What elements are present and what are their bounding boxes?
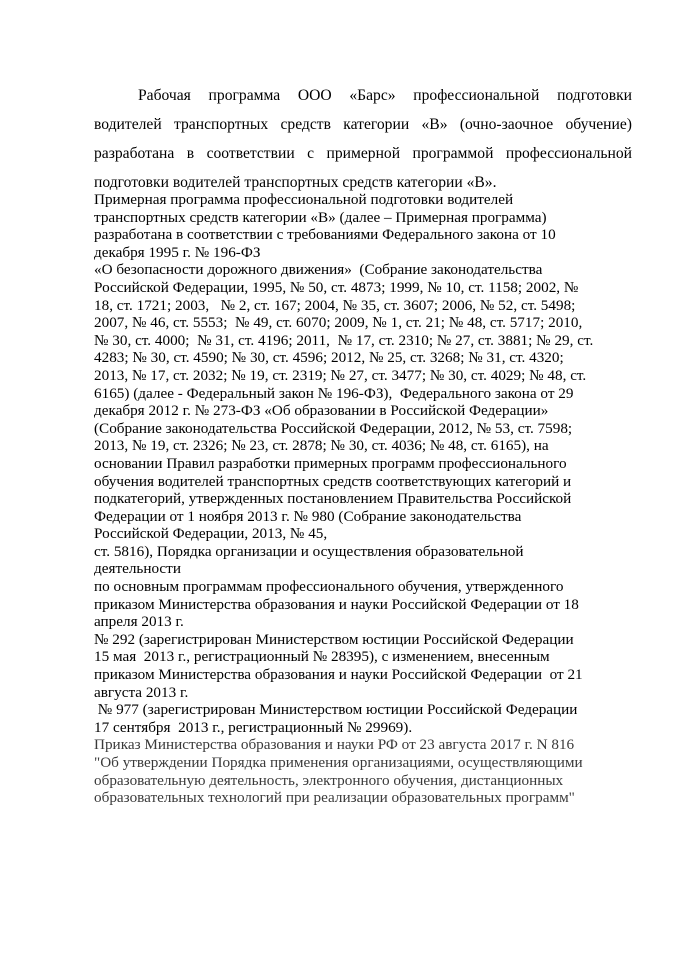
body-text-line: разработана в соответствии с требованиями Федерального закона от 10 <box>94 226 556 244</box>
body-text-block <box>94 191 654 807</box>
body-text-line: 18, ст. 1721; 2003, № 2, ст. 167; 2004, № 35, ст. 3607; 2006, № 52, ст. 5498; <box>94 296 576 314</box>
body-text-line: деятельности <box>94 560 181 578</box>
intro-paragraph: Рабочая программа ООО «Барс» профессиональной подготовки водителей транспортных средств категории «В» (очно-заочное обучение) разработана в соответствии с примерной программой профессиональной подготовки водителей транспортных средств категории «В». <box>94 87 632 191</box>
body-text-line: приказом Министерства образования и науки Российской Федерации от 21 <box>94 666 583 684</box>
body-text-line: апреля 2013 г. <box>94 613 184 631</box>
body-text-line: № 977 (зарегистрирован Министерством юстиции Российской Федерации <box>94 701 578 719</box>
body-text-line: Российской Федерации, 1995, № 50, ст. 4873; 1999, № 10, ст. 1158; 2002, № <box>94 278 579 296</box>
body-text-line: декабря 1995 г. № 196-ФЗ <box>94 243 261 261</box>
order-text-line: "Об утверждении Порядка применения организациями, осуществляющими <box>94 754 583 771</box>
body-text-line: № 292 (зарегистрирован Министерством юстиции Российской Федерации <box>94 630 574 648</box>
body-text-line: 6165) (далее - Федеральный закон № 196-ФЗ), Федерального закона от 29 <box>94 384 574 402</box>
order-text-line: Приказ Министерства образования и науки РФ от 23 августа 2017 г. N 816 <box>94 736 575 754</box>
body-text-line: 17 сентября 2013 г., регистрационный № 29969). <box>94 718 413 736</box>
body-text-line: основании Правил разработки примерных программ профессионального <box>94 454 567 472</box>
body-text-line: 4283; № 30, ст. 4590; № 30, ст. 4596; 2012, № 25, ст. 3268; № 31, ст. 4320; <box>94 349 564 367</box>
body-text-line: декабря 2012 г. № 273-ФЗ «Об образовании в Российской Федерации» <box>94 402 549 420</box>
order-text-line: образовательную деятельность, электронного обучения, дистанционных <box>94 771 564 789</box>
body-text-line: приказом Министерства образования и науки Российской Федерации от 18 <box>94 595 579 613</box>
order-text-line: образовательных технологий при реализации образовательных программ" <box>94 789 575 807</box>
body-text-line: Российской Федерации, 2013, № 45, <box>94 525 328 543</box>
body-text-line: транспортных средств категории «В» (далее – Примерная программа) <box>94 208 547 226</box>
body-text-line: «О безопасности дорожного движения» (Собрание законодательства <box>94 261 543 279</box>
body-text-line: 2013, № 19, ст. 2326; № 23, ст. 2878; № 30, ст. 4036; № 48, ст. 6165), на <box>94 437 549 455</box>
body-text-line: № 30, ст. 4000; № 31, ст. 4196; 2011, № 17, ст. 2310; № 27, ст. 3881; № 29, ст. <box>94 331 594 349</box>
body-text-line: 15 мая 2013 г., регистрационный № 28395), с изменением, внесенным <box>94 648 550 666</box>
body-text-line: августа 2013 г. <box>94 683 189 701</box>
body-text-line: 2007, № 46, ст. 5553; № 49, ст. 6070; 2009, № 1, ст. 21; № 48, ст. 5717; 2010, <box>94 314 583 332</box>
body-text-line: ст. 5816), Порядка организации и осуществления образовательной <box>94 542 524 560</box>
body-text-line: Федерации от 1 ноября 2013 г. № 980 (Собрание законодательства <box>94 507 522 525</box>
body-text-line: подкатегорий, утвержденных постановлением Правительства Российской <box>94 490 572 508</box>
body-text-line: Примерная программа профессиональной подготовки водителей <box>94 191 514 208</box>
body-text-line: обучения водителей транспортных средств соответствующих категорий и <box>94 472 572 490</box>
body-text-line: 2013, № 17, ст. 2032; № 19, ст. 2319; № 27, ст. 3477; № 30, ст. 4029; № 48, ст. <box>94 366 587 384</box>
body-text-line: (Собрание законодательства Российской Федерации, 2012, № 53, ст. 7598; <box>94 419 573 437</box>
body-text-line: по основным программам профессионального обучения, утвержденного <box>94 578 564 596</box>
